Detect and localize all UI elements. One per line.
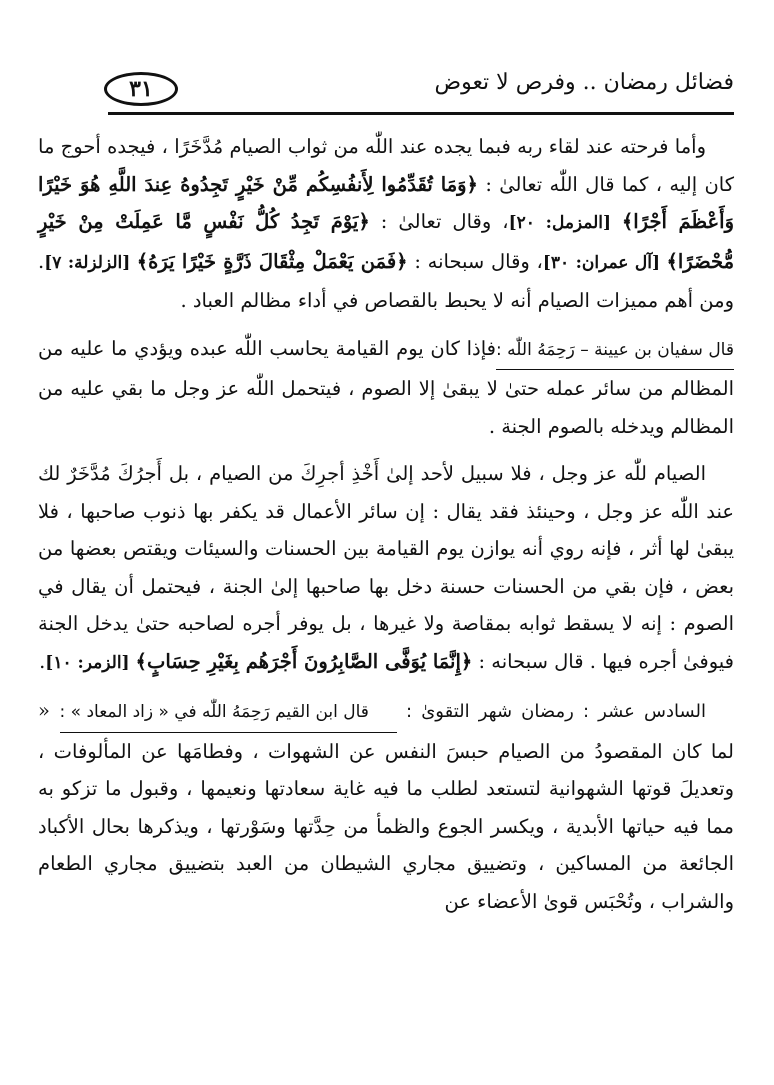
verse-reference: [الزلزلة: ٧] xyxy=(44,252,137,273)
paragraph-1 xyxy=(38,128,734,320)
quran-verse: ﴿وَمَا تُقَدِّمُوا لِأَنفُسِكُم مِّنْ خَيْرٍ تَجِدُوهُ عِندَ اللَّهِ هُوَ خَيْرًا وَأَعْظَمَ أَجْرًا﴾ xyxy=(38,172,734,233)
paragraph-text: وأما فرحته عند لقاء ربه فبما يجده عند اللّٰه من ثواب الصيام مُدَّخَرًا ، xyxy=(161,135,706,158)
section-label: السادس عشر : رمضان شهر التقوىٰ : xyxy=(396,701,707,722)
paragraph-text: فيجده أحوج ما كان إليه ، كما قال اللّٰه تعالىٰ : xyxy=(38,135,734,196)
paragraph-text: الصيام للّٰه عز وجل ، فلا سبيل لأحد إلىٰ أَخْذِ أجرِكَ من الصيام ، بل أَجرُكَ مُدَّخَرٌ لك عند اللّٰه عز وجل ، وحينئذ فقد يقال : إن سائر الأعمال قد يكفر بها ذنوب صاحبها ، فلا يبقىٰ لها أثر ، فإنه روي أنه يوازن يوم القيامة بين الحسنات والسيئات ويقتص بعضها من بعض ، فإن بقي من الحسنات حسنة دخل بها صاحبها إلىٰ الجنة ، فيحتمل أن يقال في الصوم : إنه لا يسقط ثوابه بمقاصة ولا غيرها ، بل يوفر أجره لصاحبه حتىٰ يدخل الجنة فيوفىٰ أجره فيها . قال سبحانه : xyxy=(38,462,734,673)
paragraph-text: ، وقال سبحانه : xyxy=(407,249,543,273)
verse-reference: [الزمر: ١٠] xyxy=(45,652,136,673)
running-header xyxy=(110,60,734,110)
paragraph-3 xyxy=(38,455,734,682)
body-text xyxy=(38,128,734,920)
paragraph-text: . xyxy=(39,649,46,673)
paragraph-text: فإذا كان يوم القيامة يحاسب اللّٰه عبده ويؤدي ما عليه من المظالم من سائر عمله حتىٰ لا يبقىٰ إلا الصوم ، فيتحمل اللّٰه عز وجل ما بقي عليه من المظالم ويدخله بالصوم الجنة . xyxy=(38,336,734,438)
verse-reference: [المزمل: ٢٠] xyxy=(508,213,622,233)
paragraph-text: ، وقال تعالىٰ : xyxy=(369,210,509,233)
verse-reference: [آل عمران: ٣٠] xyxy=(542,252,667,273)
paragraph-text: . ومن أهم مميزات الصيام أنه لا يحبط بالقصاص في أداء مظالم العباد . xyxy=(38,249,734,312)
quran-verse: ﴿إِنَّمَا يُوَفَّى الصَّابِرُونَ أَجْرَهُم بِغَيْرِ حِسَابٍ﴾ xyxy=(135,649,473,673)
paragraph-text: « لما كان المقصودُ من الصيام حبسَ النفس عن الشهوات ، وفطامَها عن المألوفات ، وتعديلَ قوتها الشهوانية لتستعد لطلب ما فيه غاية سعادتها ونعيمها ، وقبول ما تزكو به مما فيه حياتها الأبدية ، ويكسر الجوع والظمأ من حِدَّتها وسَوْرتها ، ويذكرها بحال الأكباد الجائعة من المساكين ، وتضييق مجاري الشيطان من العبد بتضييق مجاري الطعام والشراب ، وتُحْبَس قوىٰ الأعضاء عن xyxy=(38,699,734,913)
header-title: فضائل رمضان .. وفرص لا تعوض xyxy=(434,70,734,95)
page-number-badge: ٣١ xyxy=(104,72,178,106)
paragraph-2 xyxy=(38,330,734,446)
header-rule xyxy=(108,112,734,115)
quote-attribution: قال ابن القيم رَحِمَهُ اللّٰه في « زاد المعاد » : xyxy=(60,694,397,733)
quote-attribution: قال سفيان بن عيينة – رَحِمَهُ اللّٰه : xyxy=(496,332,734,371)
quran-verse: ﴿يَوْمَ تَجِدُ كُلُّ نَفْسٍ مَّا عَمِلَتْ مِنْ خَيْرٍ مُّحْضَرًا﴾ xyxy=(38,210,735,273)
quran-verse: ﴿فَمَن يَعْمَلْ مِثْقَالَ ذَرَّةٍ خَيْرًا يَرَهُ﴾ xyxy=(136,249,408,273)
paragraph-4 xyxy=(38,692,734,920)
